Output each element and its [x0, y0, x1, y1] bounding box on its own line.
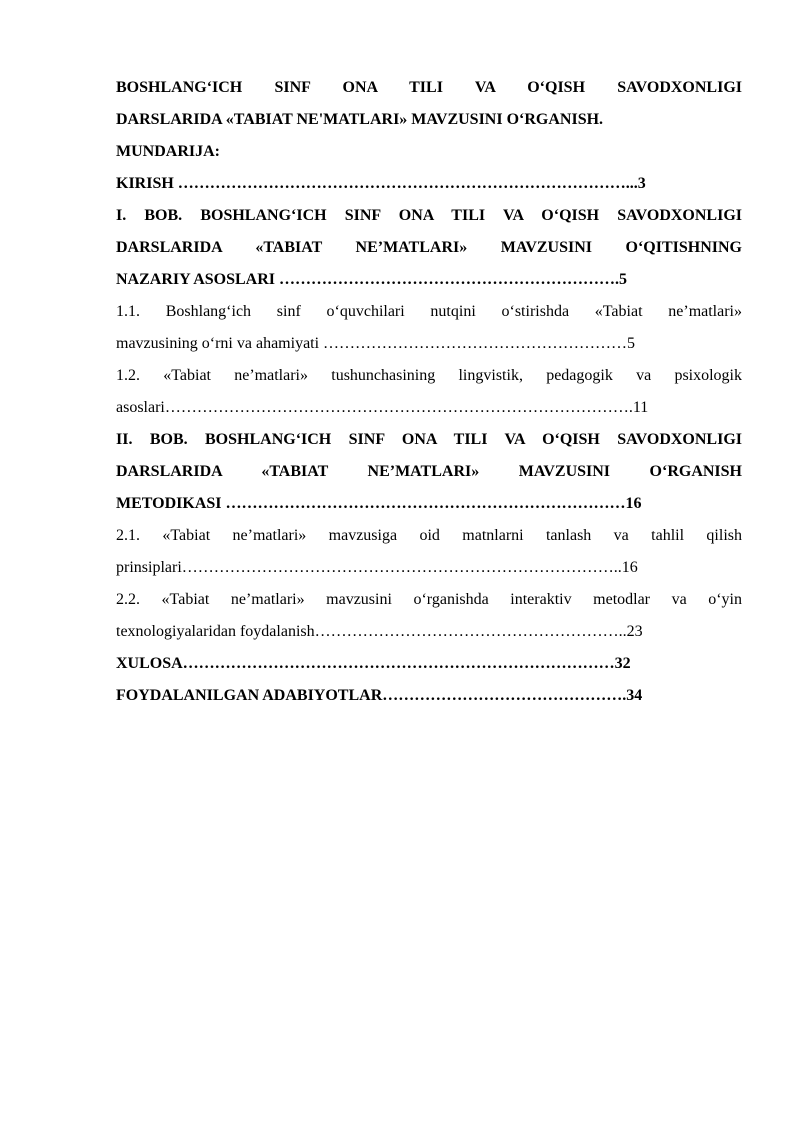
section-2-2-line-2: texnologiyalaridan foydalanish…………………………………………………..23 [116, 623, 643, 640]
section-1-2-line-1: 1.2. «Tabiat ne’matlari» tushunchasining lingvistik, pedagogik va psixologik [116, 367, 742, 384]
toc-entry-xulosa: XULOSA………………………………………………………………………32 [116, 655, 631, 672]
section-2-1-line-1: 2.1. «Tabiat ne’matlari» mavzusiga oid matnlarni tanlash va tahlil qilish [116, 527, 742, 544]
toc-entry-adabiyotlar: FOYDALANILGAN ADABIYOTLAR……………………………………….34 [116, 687, 643, 704]
chapter-1-line-3: NAZARIY ASOSLARI ……………………………………………………….5 [116, 271, 627, 288]
chapter-1-line-2: DARSLARIDA «TABIAT NE’MATLARI» MAVZUSINI O‘QITISHNING [116, 239, 742, 256]
toc-entry-chapter-1 [116, 200, 742, 296]
section-1-2-line-2: asoslari…………………………………………………………………………….11 [116, 399, 649, 416]
chapter-2-line-2: DARSLARIDA «TABIAT NE’MATLARI» MAVZUSINI O‘RGANISH [116, 463, 742, 480]
contents-heading: MUNDARIJA: [116, 143, 220, 160]
section-2-1-line-2: prinsiplari………………………………………………………………………..16 [116, 559, 638, 576]
toc-entry-section-1-1 [116, 296, 742, 360]
section-1-1-line-1: 1.1. Boshlang‘ich sinf o‘quvchilari nutqini o‘stirishda «Tabiat ne’matlari» [116, 303, 742, 320]
title-line-1: BOSHLANG‘ICH SINF ONA TILI VA O‘QISH SAVODXONLIGI [116, 79, 742, 96]
section-2-2-line-1: 2.2. «Tabiat ne’matlari» mavzusini o‘rganishda interaktiv metodlar va o‘yin [116, 591, 742, 608]
toc-entry-section-1-2 [116, 360, 742, 424]
chapter-2-line-1: II. BOB. BOSHLANG‘ICH SINF ONA TILI VA O‘QISH SAVODXONLIGI [116, 431, 742, 448]
toc-entry-section-2-2 [116, 584, 742, 648]
toc-entry-section-2-1 [116, 520, 742, 584]
toc-entry-chapter-2 [116, 424, 742, 520]
toc-entry-kirish: KIRISH …………………………………………………………………………...3 [116, 175, 646, 192]
section-1-1-line-2: mavzusining o‘rni va ahamiyati …………………………………………………5 [116, 335, 636, 352]
title-line-2: DARSLARIDA «TABIAT NE'MATLARI» MAVZUSINI O‘RGANISH. [116, 111, 604, 128]
chapter-2-line-3 [116, 488, 742, 520]
chapter-2-line-3-text: METODIKASI …………………………………………………………………16 [116, 495, 642, 512]
chapter-1-line-1: I. BOB. BOSHLANG‘ICH SINF ONA TILI VA O‘QISH SAVODXONLIGI [116, 207, 742, 224]
document-page [116, 72, 742, 712]
document-title [116, 72, 742, 136]
